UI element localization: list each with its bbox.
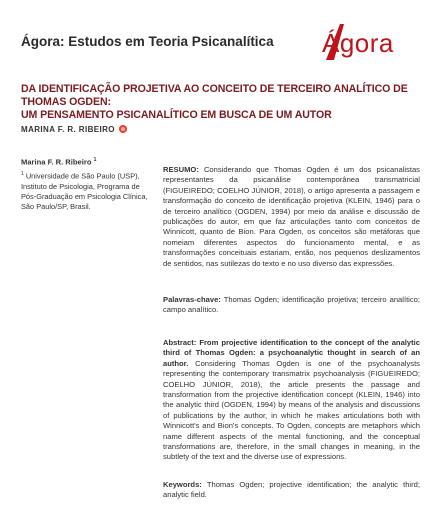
affiliation-author-mark: 1 — [93, 157, 97, 163]
keywords-section — [163, 480, 420, 501]
journal-logo — [322, 20, 422, 64]
keywords-label: Keywords: — [163, 480, 202, 489]
resumo-label: RESUMO: — [163, 165, 199, 174]
resumo-section — [163, 165, 420, 269]
affiliation-author — [21, 157, 96, 167]
article-title-line1: DA IDENTIFICAÇÃO PROJETIVA AO CONCEITO DE TERCEIRO ANALÍTICO DE THOMAS OGDEN: — [21, 83, 408, 108]
palavras-chave-section — [163, 295, 420, 316]
palavras-chave-label: Palavras-chave: — [163, 295, 221, 304]
author-name-text: MARINA F. R. RIBEIRO — [21, 125, 115, 134]
affiliation-mark: 1 — [21, 171, 24, 177]
affiliation-author-name: Marina F. R. Ribeiro — [21, 157, 92, 167]
orcid-icon[interactable] — [119, 125, 127, 133]
affiliation-text — [21, 169, 149, 213]
palavras-chave-text: Thomas Ogden; identificação projetiva; terceiro analítico; campo analítico. — [163, 295, 420, 315]
article-title — [21, 83, 431, 122]
logo-text: Ágora — [322, 28, 394, 58]
abstract-label: Abstract: From projective identification to the concept of the analytic third of Thomas Ogden: a psychoanalytic thought in search of an author. — [163, 338, 420, 368]
keywords-text: Thomas Ogden; projective identification; the analytic third; analytic field. — [163, 480, 420, 500]
abstract-text: Considering Thomas Ogden is one of the psychoanalysts representing the contemporary transmatrix psychoanalysis (FIGUEIREDO; COELHO JÚNIOR, 2018), the article presents the passage and transformation from the projective identification concept (KLEIN, 1946) into the analytic third (OGDEN, 1994) by means of the analysis and discussions of publications by the author, in which he makes articulations both with Winnicott's and Bion's concepts. To Ogden, concepts are metaphors which name different aspects of the mental functioning, and the conceptual transformations are, therefore, in the small changes in meaning, in the subtlety of the text and the diverse use of expressions. — [163, 358, 420, 462]
affiliation-body: Universidade de São Paulo (USP), Instituto de Psicologia, Programa de Pós-Graduação em Psicologia Clínica, São Paulo/SP, Brasil. — [21, 171, 148, 212]
article-title-line2: UM PENSAMENTO PSICANALÍTICO EM BUSCA DE UM AUTOR — [21, 109, 332, 121]
journal-title: Ágora: Estudos em Teoria Psicanalítica — [21, 34, 274, 49]
resumo-text: Considerando que Thomas Ogden é um dos psicanalistas representantes da psicanálise contemporânea transmatricial (FIGUEIREDO; COELHO JÚNIOR, 2018), o artigo apresenta a passagem e transformação do conceito de identificação projetiva (KLEIN, 1946) para o de terceiro analítico (OGDEN, 1994) por meio da análise e discussão de publicações do autor, em que faz articulações tanto com conceitos de Winnicott, quanto de Bion. Para Ogden, os conceitos são metáforas que nomeiam diferentes aspectos do funcionamento mental, e as transformações conceituais estariam, então, nos pequenos deslizamentos de sentidos, nas sutilezas do texto e no uso diverso das expressões. — [163, 165, 420, 268]
author-name — [21, 125, 127, 134]
abstract-section — [163, 338, 420, 463]
